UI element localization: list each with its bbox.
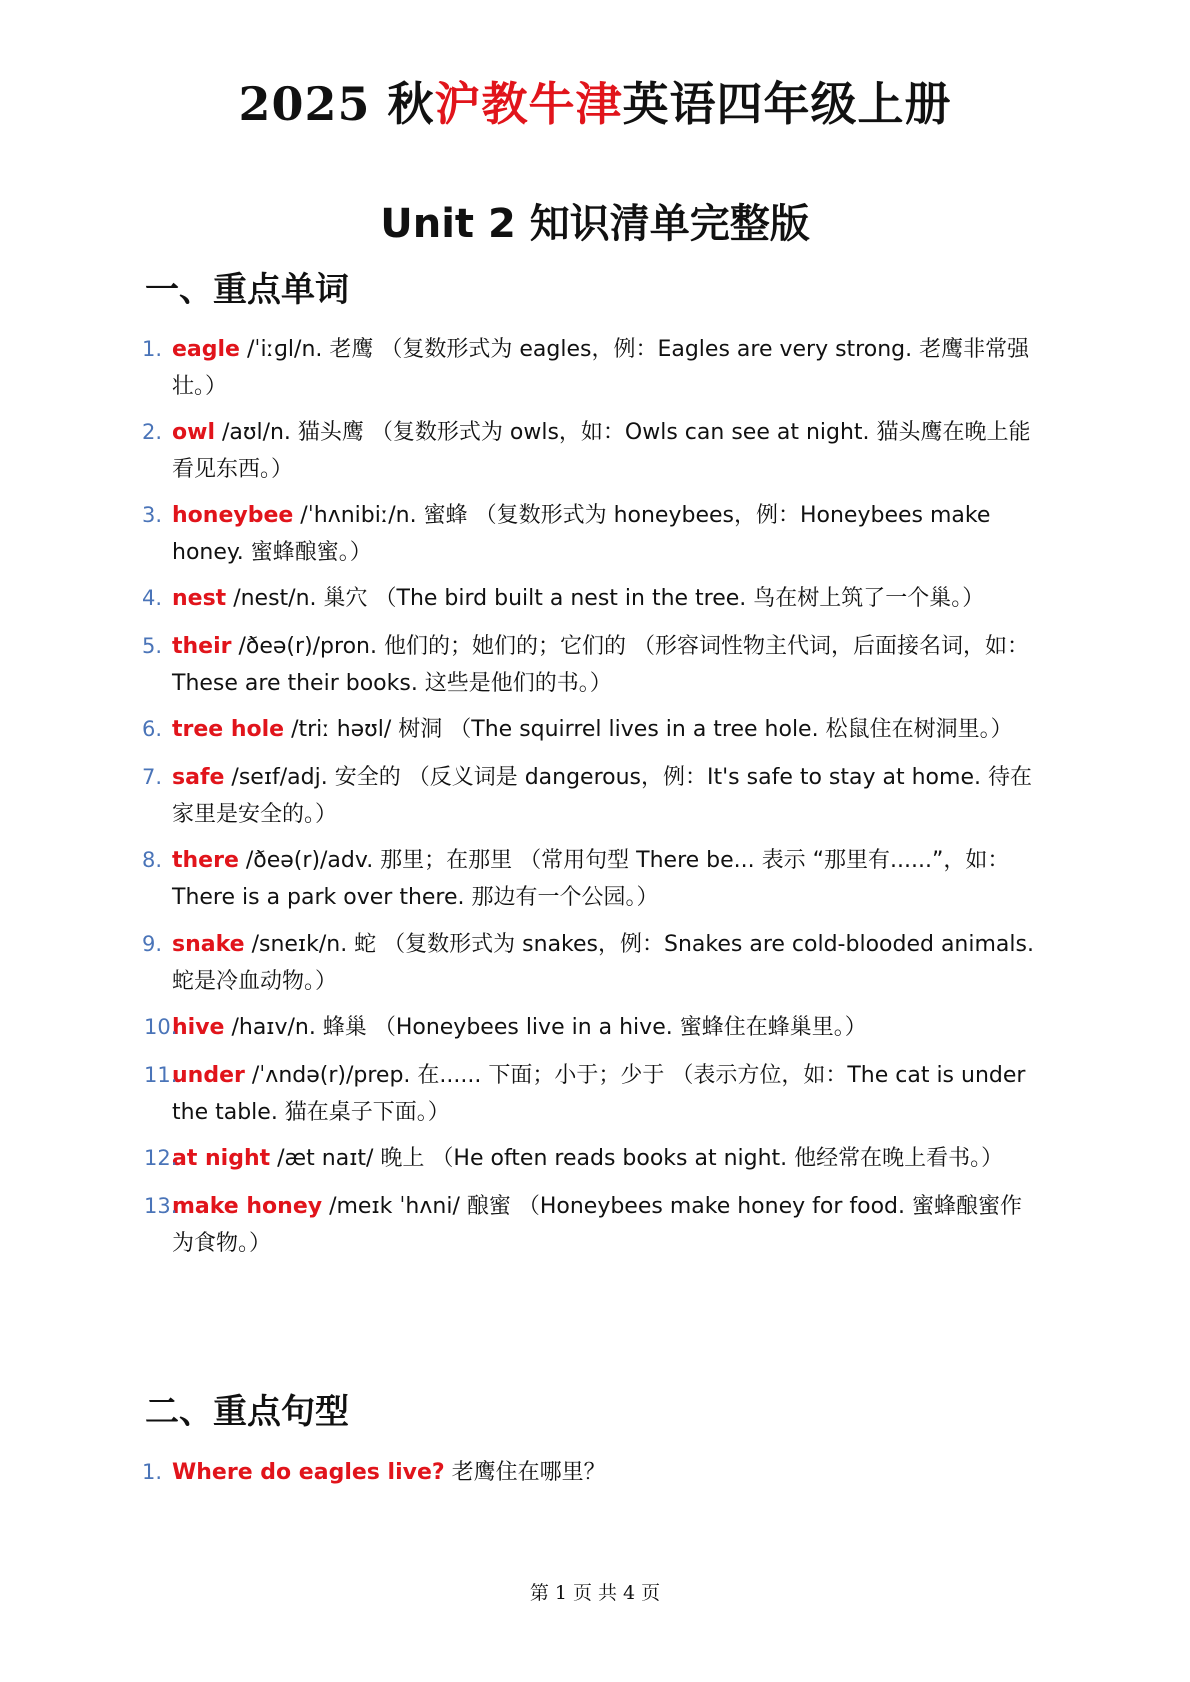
keyword: make honey	[172, 1194, 323, 1219]
item-detail: /triː həʊl/ 树洞 （The squirrel lives in a tree hole. 松鼠住在树洞里。）	[284, 717, 1013, 742]
title-publisher: 沪教牛津	[434, 77, 623, 131]
item-number: 7.	[142, 765, 163, 789]
document-title	[0, 72, 1190, 136]
item-detail: /ˈʌndə(r)/prep. 在...... 下面；小于；少于 （表示方位，如：The cat is under the table. 猫在桌子下面。）	[172, 1063, 1026, 1125]
keyword: nest	[172, 586, 227, 611]
word-item	[142, 711, 1040, 748]
item-detail: /haɪv/n. 蜂巢 （Honeybees live in a hive. 蜜蜂住在蜂巢里。）	[224, 1015, 867, 1040]
keyword: hive	[172, 1015, 225, 1040]
word-item	[142, 759, 1040, 833]
item-detail: /sneɪk/n. 蛇 （复数形式为 snakes，例：Snakes are cold-blooded animals. 蛇是冷血动物。）	[172, 932, 1034, 994]
keyword: under	[172, 1063, 245, 1088]
item-number: 1.	[142, 1460, 163, 1484]
item-number: 8.	[142, 848, 163, 872]
key-sentence: Where do eagles live?	[172, 1460, 445, 1485]
item-detail: /meɪk ˈhʌni/ 酿蜜 （Honeybees make honey for food. 蜜蜂酿蜜作为食物。）	[172, 1194, 1022, 1256]
item-number: 5.	[142, 634, 163, 658]
title-prefix: 2025 秋	[238, 77, 435, 131]
keyword: honeybee	[172, 503, 294, 528]
keyword: tree hole	[172, 717, 285, 742]
word-item	[142, 628, 1040, 702]
item-number: 4.	[142, 586, 163, 610]
item-detail: /ˈhʌnibiː/n. 蜜蜂 （复数形式为 honeybees，例：Honeybees make honey. 蜜蜂酿蜜。）	[172, 503, 991, 565]
page-footer: 第 1 页 共 4 页	[529, 1582, 661, 1604]
item-number: 12.	[144, 1146, 178, 1170]
item-number: 11.	[144, 1063, 178, 1087]
keyword: snake	[172, 932, 245, 957]
item-number: 1.	[142, 337, 163, 361]
item-detail: /nest/n. 巢穴 （The bird built a nest in the tree. 鸟在树上筑了一个巢。）	[226, 586, 985, 611]
keyword: safe	[172, 765, 225, 790]
sentence-translation: 老鹰住在哪里？	[444, 1460, 606, 1485]
item-detail: /seɪf/adj. 安全的 （反义词是 dangerous，例：It's safe to stay at home. 待在家里是安全的。）	[172, 765, 1032, 827]
words-section-heading: 一、重点单词	[145, 270, 349, 310]
word-item	[142, 580, 1040, 617]
keyword: eagle	[172, 337, 240, 362]
sentences-section-heading: 二、重点句型	[145, 1392, 349, 1432]
item-number: 2.	[142, 420, 163, 444]
word-item	[144, 1140, 1040, 1177]
item-number: 3.	[142, 503, 163, 527]
keyword: at night	[172, 1146, 271, 1171]
word-item	[144, 1057, 1040, 1131]
document-subtitle: Unit 2 知识清单完整版	[380, 201, 810, 247]
keyword: their	[172, 634, 232, 659]
word-item	[142, 414, 1040, 488]
item-detail: /ˈiːɡl/n. 老鹰 （复数形式为 eagles，例：Eagles are very strong. 老鹰非常强壮。）	[172, 337, 1030, 399]
word-item	[142, 331, 1040, 405]
item-detail: /æt naɪt/ 晚上 （He often reads books at night. 他经常在晚上看书。）	[270, 1146, 1004, 1171]
item-detail: /ðeə(r)/pron. 他们的；她们的；它们的 （形容词性物主代词，后面接名词，如：These are their books. 这些是他们的书。）	[172, 634, 1029, 696]
title-suffix: 英语四年级上册	[622, 77, 952, 131]
word-item	[144, 1009, 1040, 1046]
word-item	[142, 497, 1040, 571]
item-number: 13.	[144, 1194, 178, 1218]
item-detail: /ðeə(r)/adv. 那里；在那里 （常用句型 There be... 表示 “那里有......”，如：There is a park over there. 那边有一个公园。）	[172, 848, 1010, 910]
item-detail: /aʊl/n. 猫头鹰 （复数形式为 owls，如：Owls can see at night. 猫头鹰在晚上能看见东西。）	[172, 420, 1031, 482]
item-number: 9.	[142, 932, 163, 956]
item-number: 6.	[142, 717, 163, 741]
word-item	[142, 926, 1040, 1000]
sentence-item	[142, 1454, 1040, 1491]
word-item	[142, 842, 1040, 916]
word-item	[144, 1188, 1040, 1262]
keyword: owl	[172, 420, 215, 445]
keyword: there	[172, 848, 239, 873]
item-number: 10.	[144, 1015, 178, 1039]
